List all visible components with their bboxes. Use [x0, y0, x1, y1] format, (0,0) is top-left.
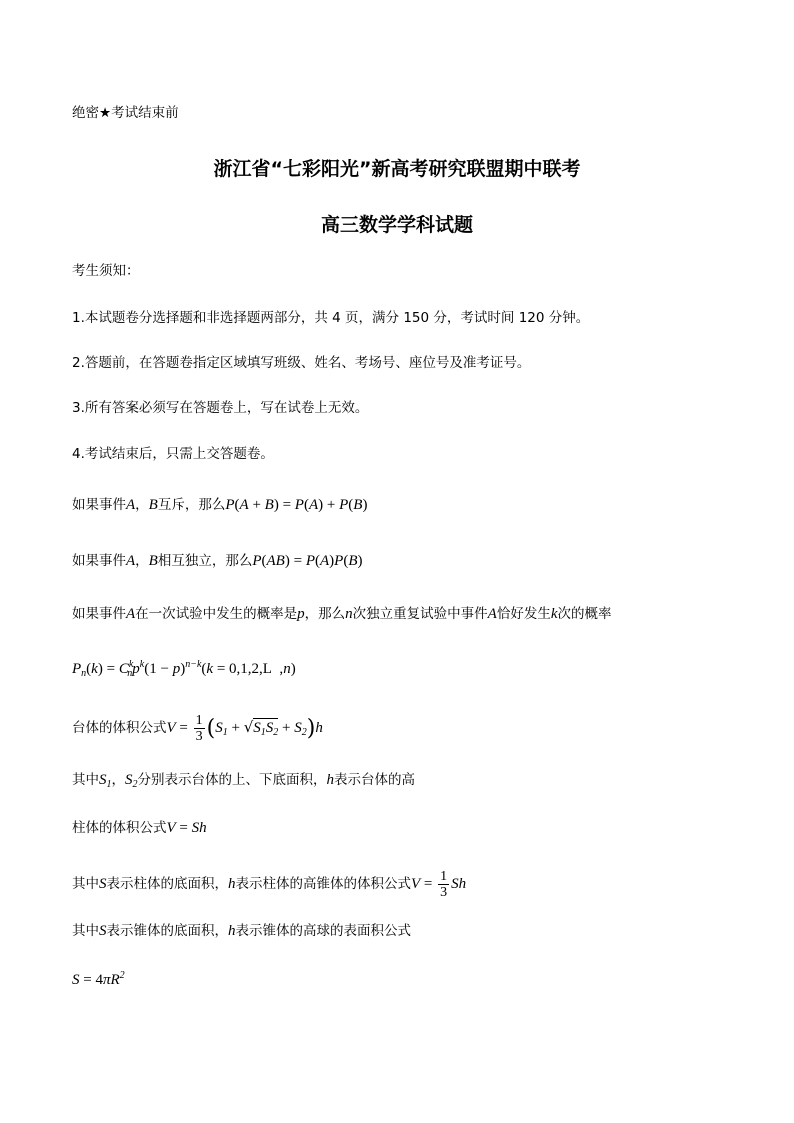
- notice-item-2: 2.答题前，在答题卷指定区域填写班级、姓名、考场号、座位号及准考证号。: [72, 355, 531, 371]
- cone-explanation: 其中S表示锥体的底面积，h表示锥体的高球的表面积公式: [72, 923, 411, 939]
- secret-label: 绝密★考试结束前: [72, 105, 179, 121]
- exam-title: 浙江省“七彩阳光”新高考研究联盟期中联考: [213, 158, 581, 180]
- formula-mutually-exclusive: 如果事件A，B互斥，那么P(A + B) = P(A) + P(B): [72, 497, 368, 513]
- notice-item-1: 1.本试题卷分选择题和非选择题两部分，共 4 页，满分 150 分，考试时间 120 分钟。: [72, 310, 590, 326]
- formula-independent: 如果事件A，B相互独立，那么P(AB) = P(A)P(B): [72, 553, 363, 569]
- formula-sphere-surface: $S = 4\pi R^2$: [72, 970, 125, 988]
- formula-frustum-volume: 台体的体积公式V = $\frac{1}{3}$ $(S_1 + √S_1S_2 + S_2)h$: [72, 713, 323, 744]
- formula-binomial: $P_n(k) = C^k_np^k(1 - p)^{n-k}(k = 0,1,2,L$ ,n): [72, 659, 296, 679]
- frustum-explanation: 其中$S_1$，$S_2$分别表示台体的上、下底面积，h表示台体的高: [72, 772, 415, 790]
- formula-cone-volume: 其中S表示柱体的底面积，h表示柱体的高锥体的体积公式V = $\frac{1}{3}$ Sh: [72, 869, 467, 900]
- notice-item-3: 3.所有答案必须写在答题卷上，写在试卷上无效。: [72, 400, 369, 416]
- formula-binomial-text: 如果事件A在一次试验中发生的概率是p，那么n次独立重复试验中事件A恰好发生k次的概率: [72, 606, 612, 622]
- notice-item-4: 4.考试结束后，只需上交答题卷。: [72, 446, 274, 462]
- notice-heading: 考生须知：: [72, 263, 140, 279]
- exam-subtitle: 高三数学学科试题: [320, 214, 473, 236]
- formula-prism-volume: 柱体的体积公式V = Sh: [72, 820, 207, 836]
